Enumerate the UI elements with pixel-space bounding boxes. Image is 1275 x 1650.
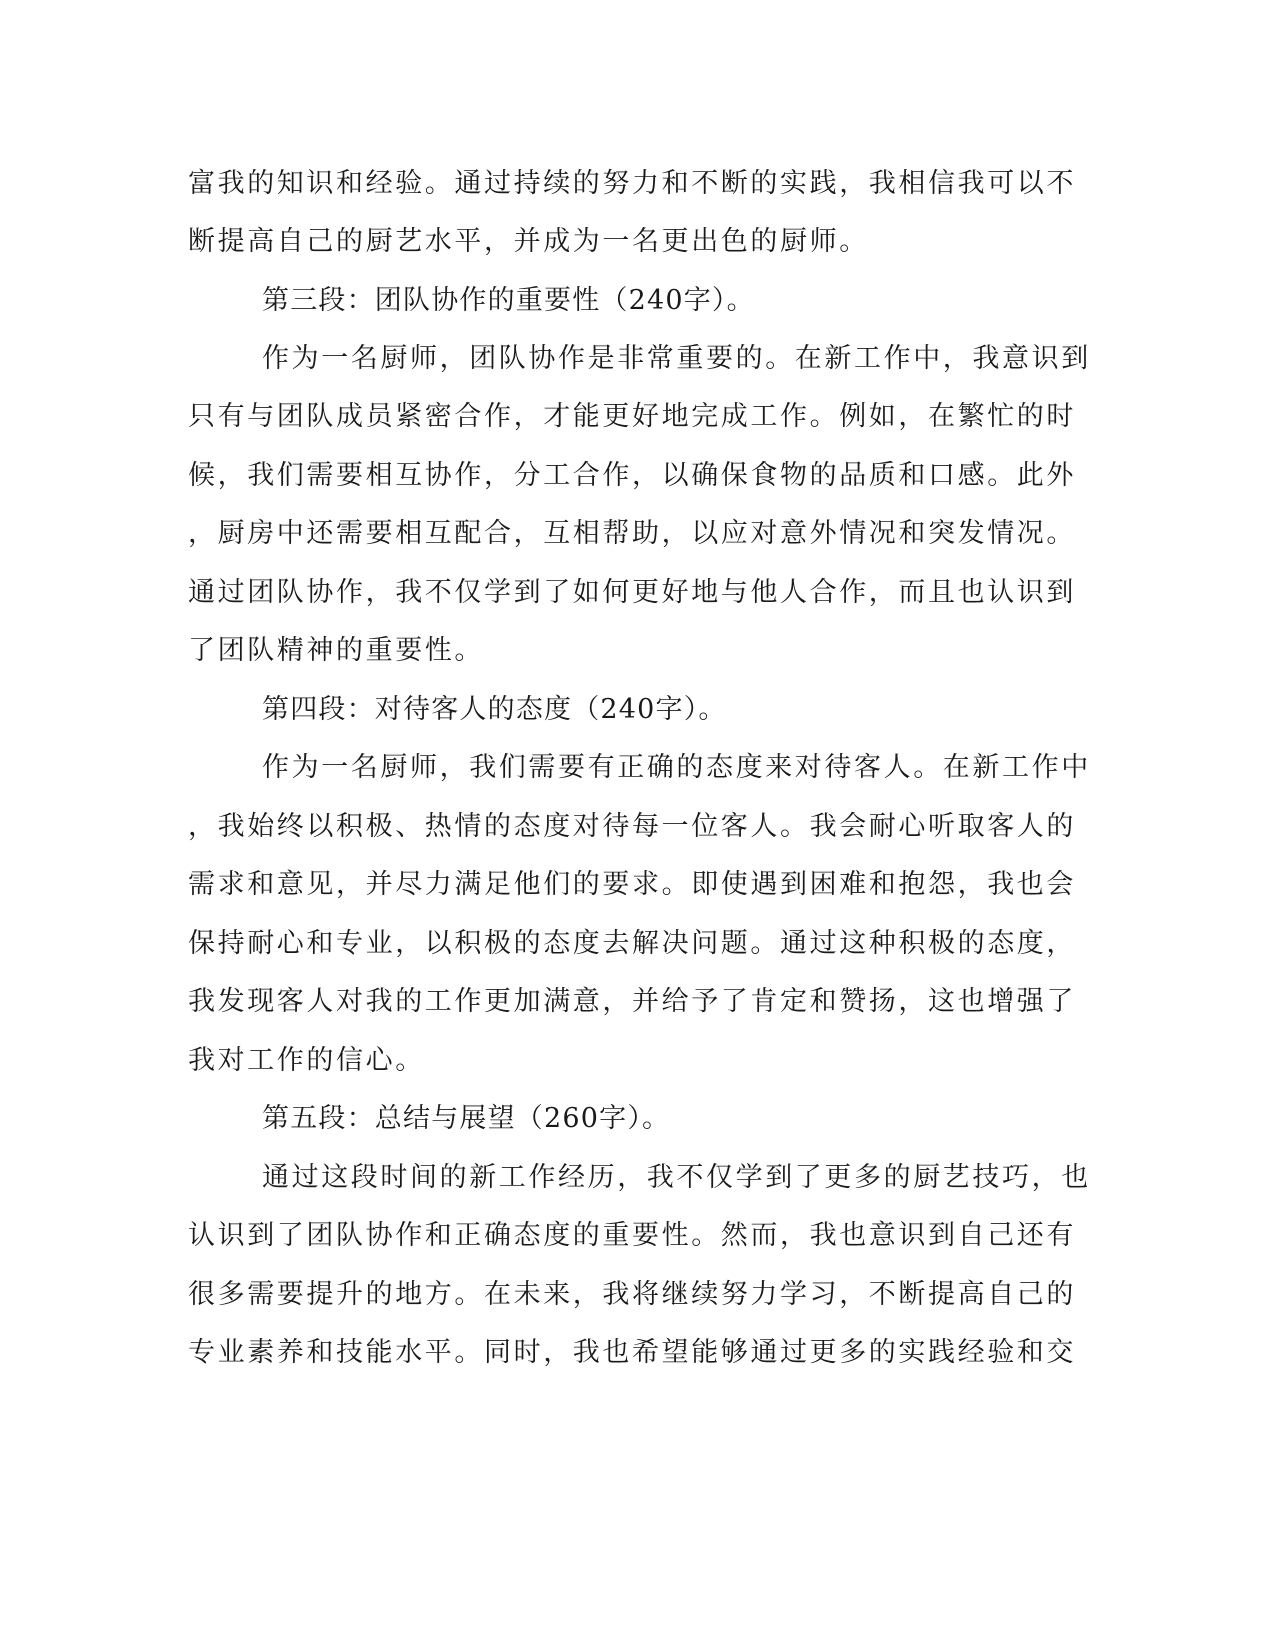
text-line: 候，我们需要相互协作，分工合作，以确保食物的品质和口感。此外 [188,460,1076,491]
text-line: ，厨房中还需要相互配合，互相帮助，以应对意外情况和突发情况。 [188,518,1076,549]
text-line: 很多需要提升的地方。在未来，我将继续努力学习，不断提高自己的 [188,1279,1076,1310]
text-line: 富我的知识和经验。通过持续的努力和不断的实践，我相信我可以不 [188,168,1076,199]
text-line: 断提高自己的厨艺水平，并成为一名更出色的厨师。 [188,226,869,257]
section-heading: 第五段：总结与展望（260字）。 [262,1103,671,1134]
text-line: 通过团队协作，我不仅学到了如何更好地与他人合作，而且也认识到 [188,577,1076,608]
text-line: 通过这段时间的新工作经历，我不仅学到了更多的厨艺技巧，也 [262,1162,1091,1193]
text-line: 保持耐心和专业，以积极的态度去解决问题。通过这种积极的态度， [188,928,1076,959]
text-line: 专业素养和技能水平。同时，我也希望能够通过更多的实践经验和交 [188,1337,1076,1368]
text-line: 只有与团队成员紧密合作，才能更好地完成工作。例如，在繁忙的时 [188,401,1076,432]
text-line: 作为一名厨师，团队协作是非常重要的。在新工作中，我意识到 [262,343,1091,374]
text-line: 作为一名厨师，我们需要有正确的态度来对待客人。在新工作中 [262,752,1091,783]
text-line: 需求和意见，并尽力满足他们的要求。即使遇到困难和抱怨，我也会 [188,869,1076,900]
text-line: 我对工作的信心。 [188,1045,425,1076]
text-line: 我发现客人对我的工作更加满意，并给予了肯定和赞扬，这也增强了 [188,986,1076,1017]
section-heading: 第三段：团队协作的重要性（240字）。 [262,285,755,316]
section-heading: 第四段：对待客人的态度（240字）。 [262,694,727,725]
text-line: ，我始终以积极、热情的态度对待每一位客人。我会耐心听取客人的 [188,811,1076,842]
text-line: 了团队精神的重要性。 [188,635,484,666]
text-line: 认识到了团队协作和正确态度的重要性。然而，我也意识到自己还有 [188,1220,1076,1251]
